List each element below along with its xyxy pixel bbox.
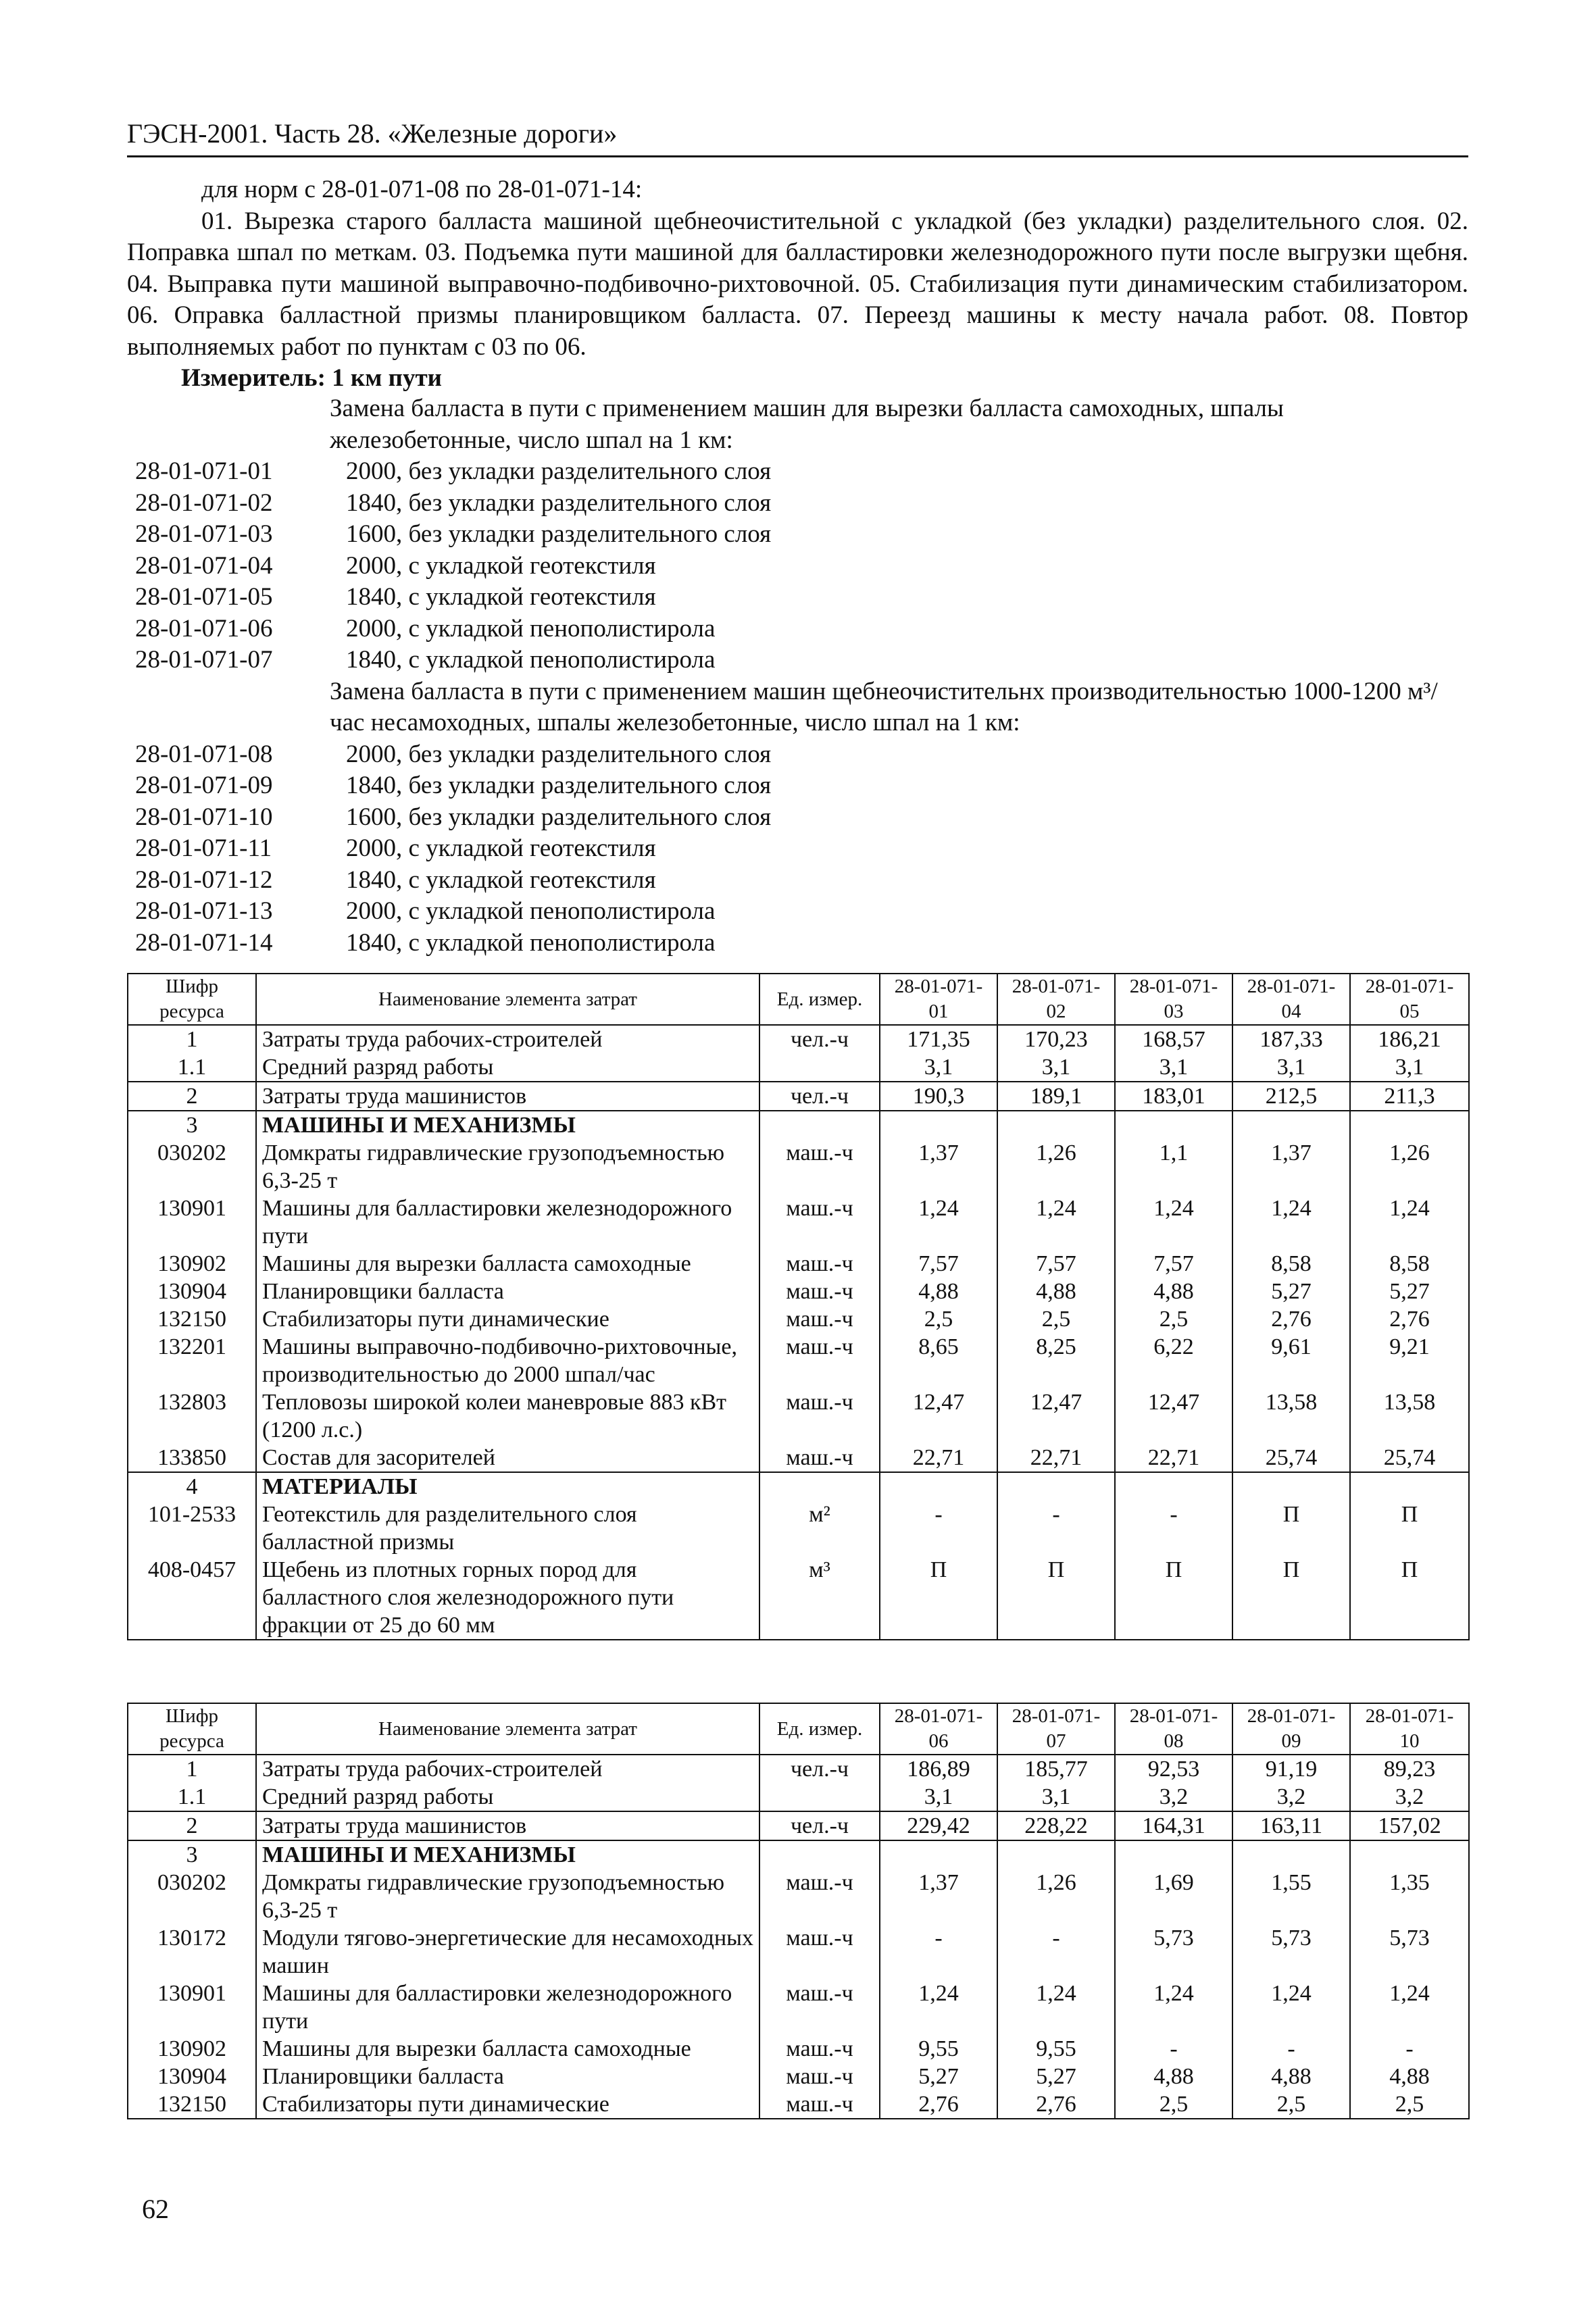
value-cell: 3,1 <box>1232 1053 1350 1082</box>
value-cell <box>880 1111 997 1139</box>
table-row <box>128 2090 1469 2119</box>
column-header: Ед. измер. <box>759 974 880 1025</box>
table-row <box>128 1811 1469 1840</box>
table-row <box>128 1111 1469 1139</box>
unit-cell <box>759 1840 880 1869</box>
value-cell <box>1232 1111 1350 1139</box>
value-cell: 228,22 <box>997 1811 1115 1840</box>
value-cell: 1,35 <box>1350 1869 1469 1924</box>
norm-item <box>135 739 1466 771</box>
value-cell: 3,2 <box>1115 1783 1232 1811</box>
table-row <box>128 1053 1469 1082</box>
value-cell: 1,24 <box>997 1194 1115 1250</box>
value-cell: 5,27 <box>1232 1278 1350 1305</box>
norm-item <box>135 645 1466 676</box>
cost-element-cell: Щебень из плотных горных пород для балластного слоя железнодорожного пути фракции от 25 до 60 мм <box>256 1556 759 1640</box>
norm-description: 2000, с укладкой геотекстиля <box>346 551 656 580</box>
norm-description: 2000, без укладки разделительного слоя <box>346 740 772 768</box>
resource-code-cell: 1 <box>128 1755 256 1783</box>
value-cell: 2,5 <box>1115 2090 1232 2119</box>
cost-element-cell: МАТЕРИАЛЫ <box>256 1472 759 1501</box>
norm-item <box>135 519 1466 551</box>
value-cell: 5,27 <box>1350 1278 1469 1305</box>
norm-item <box>135 770 1466 802</box>
resource-code-cell: 130901 <box>128 1194 256 1250</box>
cost-element-cell: Машины для вырезки балласта самоходные <box>256 1250 759 1278</box>
cost-element-cell: Затраты труда рабочих-строителей <box>256 1755 759 1783</box>
resource-code-cell: 4 <box>128 1472 256 1501</box>
value-cell <box>997 1111 1115 1139</box>
value-cell: 189,1 <box>997 1082 1115 1111</box>
value-cell: 2,5 <box>1115 1305 1232 1333</box>
value-cell: 1,55 <box>1232 1869 1350 1924</box>
table-row <box>128 1501 1469 1556</box>
norm-item <box>135 488 1466 520</box>
value-cell: П <box>997 1556 1115 1640</box>
unit-cell: м² <box>759 1501 880 1556</box>
norm-specification-list <box>135 393 1466 959</box>
cost-element-cell: Машины для балластировки железнодорожного пути <box>256 1980 759 2035</box>
resource-code-cell: 1 <box>128 1025 256 1053</box>
table-row <box>128 1388 1469 1444</box>
value-cell: 8,58 <box>1350 1250 1469 1278</box>
norm-code: 28-01-071-14 <box>135 928 273 957</box>
column-header: 28-01-071-06 <box>880 1703 997 1755</box>
table-row <box>128 1755 1469 1783</box>
table-row <box>128 1250 1469 1278</box>
unit-cell: маш.-ч <box>759 1278 880 1305</box>
norm-item <box>135 613 1466 645</box>
value-cell: 12,47 <box>997 1388 1115 1444</box>
norm-description: 1840, с укладкой пенополистирола <box>346 646 716 674</box>
value-cell <box>1115 1111 1232 1139</box>
resource-code-cell: 130902 <box>128 1250 256 1278</box>
cost-element-cell: Стабилизаторы пути динамические <box>256 2090 759 2119</box>
unit-cell: чел.-ч <box>759 1025 880 1053</box>
table-row <box>128 1139 1469 1194</box>
resource-code-cell: 101-2533 <box>128 1501 256 1556</box>
unit-cell: маш.-ч <box>759 1250 880 1278</box>
table-header-row <box>128 1703 1469 1755</box>
value-cell: П <box>1232 1501 1350 1556</box>
norm-code: 28-01-071-02 <box>135 488 273 517</box>
value-cell <box>1115 1472 1232 1501</box>
unit-cell: маш.-ч <box>759 1444 880 1472</box>
cost-element-cell: Планировщики балласта <box>256 2063 759 2090</box>
value-cell: 164,31 <box>1115 1811 1232 1840</box>
value-cell: 2,5 <box>1350 2090 1469 2119</box>
value-cell: 163,11 <box>1232 1811 1350 1840</box>
norm-description: 2000, без укладки разделительного слоя <box>346 457 772 485</box>
resource-code-cell: 3 <box>128 1840 256 1869</box>
value-cell: 2,5 <box>880 1305 997 1333</box>
value-cell: 1,24 <box>1232 1194 1350 1250</box>
value-cell: 5,73 <box>1115 1924 1232 1980</box>
running-header: ГЭСН-2001. Часть 28. «Железные дороги» <box>127 115 1468 157</box>
value-cell: 91,19 <box>1232 1755 1350 1783</box>
value-cell: 22,71 <box>997 1444 1115 1472</box>
value-cell: 12,47 <box>880 1388 997 1444</box>
table-row <box>128 1278 1469 1305</box>
value-cell: 13,58 <box>1232 1388 1350 1444</box>
table-row <box>128 1444 1469 1472</box>
norm-description: 1840, с укладкой геотекстиля <box>346 865 656 894</box>
value-cell: - <box>997 1501 1115 1556</box>
resource-code-cell: 132150 <box>128 1305 256 1333</box>
norm-code: 28-01-071-10 <box>135 803 273 831</box>
norm-code: 28-01-071-05 <box>135 583 273 611</box>
column-header: 28-01-071-10 <box>1350 1703 1469 1755</box>
value-cell: 190,3 <box>880 1082 997 1111</box>
cost-element-cell: Геотекстиль для разделительного слоя балластной призмы <box>256 1501 759 1556</box>
table-row <box>128 1556 1469 1640</box>
value-cell <box>1350 1472 1469 1501</box>
unit-cell: маш.-ч <box>759 1139 880 1194</box>
column-header: 28-01-071-05 <box>1350 974 1469 1025</box>
resource-code-cell: 3 <box>128 1111 256 1139</box>
norm-description: 2000, с укладкой пенополистирола <box>346 897 716 925</box>
value-cell: - <box>880 1501 997 1556</box>
value-cell: - <box>1115 2035 1232 2063</box>
table-row <box>128 1333 1469 1388</box>
value-cell: 3,1 <box>880 1783 997 1811</box>
value-cell: 1,37 <box>1232 1139 1350 1194</box>
value-cell <box>997 1840 1115 1869</box>
resource-table-2 <box>127 1703 1470 2119</box>
value-cell: 2,76 <box>1232 1305 1350 1333</box>
value-cell: 186,21 <box>1350 1025 1469 1053</box>
value-cell: 3,1 <box>1115 1053 1232 1082</box>
page-number: 62 <box>142 2194 169 2224</box>
norm-item <box>135 833 1466 865</box>
column-header: 28-01-071-04 <box>1232 974 1350 1025</box>
value-cell: 187,33 <box>1232 1025 1350 1053</box>
column-header: 28-01-071-03 <box>1115 974 1232 1025</box>
value-cell: 8,25 <box>997 1333 1115 1388</box>
value-cell: 8,58 <box>1232 1250 1350 1278</box>
value-cell: 1,24 <box>997 1980 1115 2035</box>
value-cell: 7,57 <box>997 1250 1115 1278</box>
value-cell: 3,1 <box>1350 1053 1469 1082</box>
norm-item <box>135 551 1466 582</box>
value-cell <box>880 1472 997 1501</box>
norm-item <box>135 896 1466 928</box>
meter-line: Измеритель: 1 км пути <box>181 364 442 392</box>
value-cell: 229,42 <box>880 1811 997 1840</box>
table-row <box>128 1025 1469 1053</box>
norm-description: 1600, без укладки разделительного слоя <box>346 520 772 548</box>
value-cell: - <box>1232 2035 1350 2063</box>
cost-element-cell: Домкраты гидравлические грузоподъемностью 6,3-25 т <box>256 1139 759 1194</box>
value-cell: 4,88 <box>1115 1278 1232 1305</box>
resource-code-cell: 2 <box>128 1811 256 1840</box>
norm-item <box>135 802 1466 834</box>
value-cell: 1,24 <box>880 1980 997 2035</box>
resource-code-cell: 133850 <box>128 1444 256 1472</box>
norm-description: 1600, без укладки разделительного слоя <box>346 803 772 831</box>
value-cell: 9,21 <box>1350 1333 1469 1388</box>
norm-description: 2000, с укладкой пенополистирола <box>346 614 716 643</box>
value-cell: 4,88 <box>1232 2063 1350 2090</box>
unit-cell: чел.-ч <box>759 1082 880 1111</box>
value-cell <box>1232 1840 1350 1869</box>
unit-cell: маш.-ч <box>759 1980 880 2035</box>
value-cell: 1,37 <box>880 1139 997 1194</box>
value-cell: 212,5 <box>1232 1082 1350 1111</box>
unit-cell <box>759 1783 880 1811</box>
norm-code: 28-01-071-07 <box>135 646 273 674</box>
unit-cell: маш.-ч <box>759 2063 880 2090</box>
unit-cell <box>759 1472 880 1501</box>
value-cell: 1,24 <box>1350 1194 1469 1250</box>
value-cell: 1,37 <box>880 1869 997 1924</box>
resource-code-cell: 130902 <box>128 2035 256 2063</box>
value-cell: П <box>880 1556 997 1640</box>
unit-cell <box>759 1053 880 1082</box>
cost-element-cell: Машины для балластировки железнодорожного пути <box>256 1194 759 1250</box>
value-cell: 92,53 <box>1115 1755 1232 1783</box>
cost-element-cell: Модули тягово-энергетические для несамоходных машин <box>256 1924 759 1980</box>
norm-code: 28-01-071-06 <box>135 614 273 643</box>
unit-cell: маш.-ч <box>759 2035 880 2063</box>
norm-description: 2000, с укладкой геотекстиля <box>346 834 656 862</box>
value-cell: 185,77 <box>997 1755 1115 1783</box>
value-cell: П <box>1350 1556 1469 1640</box>
table-row <box>128 1924 1469 1980</box>
resource-code-cell: 2 <box>128 1082 256 1111</box>
value-cell: 171,35 <box>880 1025 997 1053</box>
resource-code-cell: 132201 <box>128 1333 256 1388</box>
value-cell: 1,26 <box>1350 1139 1469 1194</box>
resource-code-cell: 130172 <box>128 1924 256 1980</box>
value-cell <box>1232 1472 1350 1501</box>
resource-code-cell: 030202 <box>128 1139 256 1194</box>
value-cell: 170,23 <box>997 1025 1115 1053</box>
norm-code: 28-01-071-09 <box>135 772 273 799</box>
value-cell: 6,22 <box>1115 1333 1232 1388</box>
table-row <box>128 1869 1469 1924</box>
value-cell: П <box>1232 1556 1350 1640</box>
value-cell: 4,88 <box>1350 2063 1469 2090</box>
value-cell: 168,57 <box>1115 1025 1232 1053</box>
table-row <box>128 1305 1469 1333</box>
norm-list-2 <box>135 739 1466 959</box>
value-cell: 89,23 <box>1350 1755 1469 1783</box>
unit-cell: маш.-ч <box>759 1924 880 1980</box>
unit-cell: чел.-ч <box>759 1811 880 1840</box>
value-cell: 3,2 <box>1350 1783 1469 1811</box>
value-cell <box>880 1840 997 1869</box>
norm-code: 28-01-071-03 <box>135 520 273 548</box>
norms-range-line: для норм с 28-01-071-08 по 28-01-071-14: <box>201 176 643 203</box>
value-cell: 3,1 <box>997 1053 1115 1082</box>
cost-element-cell: Затраты труда машинистов <box>256 1811 759 1840</box>
value-cell: 1,24 <box>1115 1980 1232 2035</box>
cost-element-cell: Машины выправочно-подбивочно-рихтовочные, производительностью до 2000 шпал/час <box>256 1333 759 1388</box>
column-header: Шифр ресурса <box>128 974 256 1025</box>
value-cell: 22,71 <box>1115 1444 1232 1472</box>
column-header: Ед. измер. <box>759 1703 880 1755</box>
column-header: 28-01-071-02 <box>997 974 1115 1025</box>
cost-element-cell: Состав для засорителей <box>256 1444 759 1472</box>
resource-table-1 <box>127 973 1470 1640</box>
norm-item <box>135 582 1466 613</box>
unit-cell: маш.-ч <box>759 1333 880 1388</box>
norm-description: 1840, без укладки разделительного слоя <box>346 488 772 517</box>
unit-cell: маш.-ч <box>759 1305 880 1333</box>
value-cell: 2,5 <box>1232 2090 1350 2119</box>
norm-code: 28-01-071-01 <box>135 457 273 485</box>
value-cell: 157,02 <box>1350 1811 1469 1840</box>
value-cell: 3,1 <box>997 1783 1115 1811</box>
cost-element-cell: МАШИНЫ И МЕХАНИЗМЫ <box>256 1840 759 1869</box>
value-cell: 9,61 <box>1232 1333 1350 1388</box>
value-cell: 5,27 <box>880 2063 997 2090</box>
table-row <box>128 1472 1469 1501</box>
column-header: 28-01-071-01 <box>880 974 997 1025</box>
unit-cell <box>759 1111 880 1139</box>
norm-code: 28-01-071-13 <box>135 897 273 925</box>
value-cell: 5,27 <box>997 2063 1115 2090</box>
value-cell: 2,76 <box>1350 1305 1469 1333</box>
norm-list-1 <box>135 456 1466 676</box>
table-row <box>128 1783 1469 1811</box>
value-cell: 1,24 <box>1350 1980 1469 2035</box>
value-cell: 22,71 <box>880 1444 997 1472</box>
value-cell <box>1350 1111 1469 1139</box>
table-row <box>128 1980 1469 2035</box>
value-cell: 4,88 <box>1115 2063 1232 2090</box>
value-cell: 183,01 <box>1115 1082 1232 1111</box>
value-cell: - <box>880 1924 997 1980</box>
value-cell: 2,76 <box>880 2090 997 2119</box>
norm-code: 28-01-071-08 <box>135 740 273 768</box>
work-steps-paragraph: 01. Вырезка старого балласта машиной щебнеочистительной с укладкой (без укладки) разделительного слоя. 02. Поправка шпал по меткам. 03. Подъемка пути машиной для балластировки железнодорожного пути после выгрузки щебня. 04. Выправка пути машиной выправочно-подбивочно-рихтовочной. 05. Стабилизация пути динамическим стабилизатором. 06. Оправка балластной призмы планировщиком балласта. 07. Переезд машины к месту начала работ. 08. Повтор выполняемых работ по пунктам с 03 по 06. <box>127 207 1468 361</box>
column-header: Наименование элемента затрат <box>256 1703 759 1755</box>
norm-description: 1840, с укладкой пенополистирола <box>346 928 716 957</box>
value-cell: 4,88 <box>880 1278 997 1305</box>
cost-element-cell: Затраты труда машинистов <box>256 1082 759 1111</box>
work-description <box>127 174 1468 395</box>
value-cell: 4,88 <box>997 1278 1115 1305</box>
unit-cell: маш.-ч <box>759 1869 880 1924</box>
table-row <box>128 1840 1469 1869</box>
resource-code-cell: 408-0457 <box>128 1556 256 1640</box>
value-cell: П <box>1350 1501 1469 1556</box>
table-row <box>128 2035 1469 2063</box>
group-heading-1: Замена балласта в пути с применением машин для вырезки балласта самоходных, шпалы железобетонные, число шпал на 1 км: <box>330 395 1284 454</box>
value-cell <box>997 1472 1115 1501</box>
value-cell: - <box>997 1924 1115 1980</box>
unit-cell: маш.-ч <box>759 1388 880 1444</box>
value-cell: 1,26 <box>997 1869 1115 1924</box>
value-cell: 25,74 <box>1350 1444 1469 1472</box>
value-cell: 7,57 <box>1115 1250 1232 1278</box>
value-cell: 7,57 <box>880 1250 997 1278</box>
value-cell: - <box>1350 2035 1469 2063</box>
column-header: 28-01-071-09 <box>1232 1703 1350 1755</box>
value-cell: 1,24 <box>880 1194 997 1250</box>
table-row <box>128 1082 1469 1111</box>
value-cell: 9,55 <box>997 2035 1115 2063</box>
norm-item <box>135 928 1466 959</box>
value-cell: 211,3 <box>1350 1082 1469 1111</box>
norm-item <box>135 865 1466 897</box>
column-header: Шифр ресурса <box>128 1703 256 1755</box>
column-header: 28-01-071-07 <box>997 1703 1115 1755</box>
norm-code: 28-01-071-11 <box>135 834 272 862</box>
resource-code-cell: 130901 <box>128 1980 256 2035</box>
column-header: Наименование элемента затрат <box>256 974 759 1025</box>
value-cell: 5,73 <box>1232 1924 1350 1980</box>
value-cell: 2,5 <box>997 1305 1115 1333</box>
value-cell: 186,89 <box>880 1755 997 1783</box>
table-row <box>128 1194 1469 1250</box>
cost-element-cell: Стабилизаторы пути динамические <box>256 1305 759 1333</box>
cost-element-cell: Домкраты гидравлические грузоподъемностью 6,3-25 т <box>256 1869 759 1924</box>
resource-code-cell: 132150 <box>128 2090 256 2119</box>
unit-cell: маш.-ч <box>759 2090 880 2119</box>
value-cell: 12,47 <box>1115 1388 1232 1444</box>
value-cell: 1,24 <box>1232 1980 1350 2035</box>
value-cell: П <box>1115 1556 1232 1640</box>
norm-code: 28-01-071-04 <box>135 551 273 580</box>
table-header-row <box>128 974 1469 1025</box>
cost-element-cell: Тепловозы широкой колеи маневровые 883 кВт (1200 л.с.) <box>256 1388 759 1444</box>
value-cell: - <box>1115 1501 1232 1556</box>
value-cell <box>1115 1840 1232 1869</box>
norm-description: 1840, с укладкой геотекстиля <box>346 583 656 611</box>
resource-code-cell: 1.1 <box>128 1783 256 1811</box>
resource-code-cell: 030202 <box>128 1869 256 1924</box>
value-cell: 9,55 <box>880 2035 997 2063</box>
cost-element-cell: МАШИНЫ И МЕХАНИЗМЫ <box>256 1111 759 1139</box>
cost-element-cell: Затраты труда рабочих-строителей <box>256 1025 759 1053</box>
unit-cell: маш.-ч <box>759 1194 880 1250</box>
group-heading-2: Замена балласта в пути с применением машин щебнеочистительнх производительностью 1000-1200 м³/час несамоходных, шпалы железобетонные, число шпал на 1 км: <box>330 677 1438 736</box>
cost-element-cell: Машины для вырезки балласта самоходные <box>256 2035 759 2063</box>
column-header: 28-01-071-08 <box>1115 1703 1232 1755</box>
resource-code-cell: 130904 <box>128 1278 256 1305</box>
resource-code-cell: 132803 <box>128 1388 256 1444</box>
cost-element-cell: Планировщики балласта <box>256 1278 759 1305</box>
cost-element-cell: Средний разряд работы <box>256 1053 759 1082</box>
resource-code-cell: 130904 <box>128 2063 256 2090</box>
value-cell: 8,65 <box>880 1333 997 1388</box>
value-cell: 2,76 <box>997 2090 1115 2119</box>
value-cell: 1,69 <box>1115 1869 1232 1924</box>
value-cell: 3,2 <box>1232 1783 1350 1811</box>
value-cell: 25,74 <box>1232 1444 1350 1472</box>
norm-description: 1840, без укладки разделительного слоя <box>346 772 772 799</box>
value-cell: 1,24 <box>1115 1194 1232 1250</box>
value-cell: 1,26 <box>997 1139 1115 1194</box>
unit-cell: чел.-ч <box>759 1755 880 1783</box>
value-cell: 5,73 <box>1350 1924 1469 1980</box>
cost-element-cell: Средний разряд работы <box>256 1783 759 1811</box>
table-row <box>128 2063 1469 2090</box>
norm-code: 28-01-071-12 <box>135 865 273 894</box>
norm-item <box>135 456 1466 488</box>
resource-code-cell: 1.1 <box>128 1053 256 1082</box>
value-cell: 1,1 <box>1115 1139 1232 1194</box>
value-cell: 3,1 <box>880 1053 997 1082</box>
value-cell: 13,58 <box>1350 1388 1469 1444</box>
value-cell <box>1350 1840 1469 1869</box>
unit-cell: м³ <box>759 1556 880 1640</box>
